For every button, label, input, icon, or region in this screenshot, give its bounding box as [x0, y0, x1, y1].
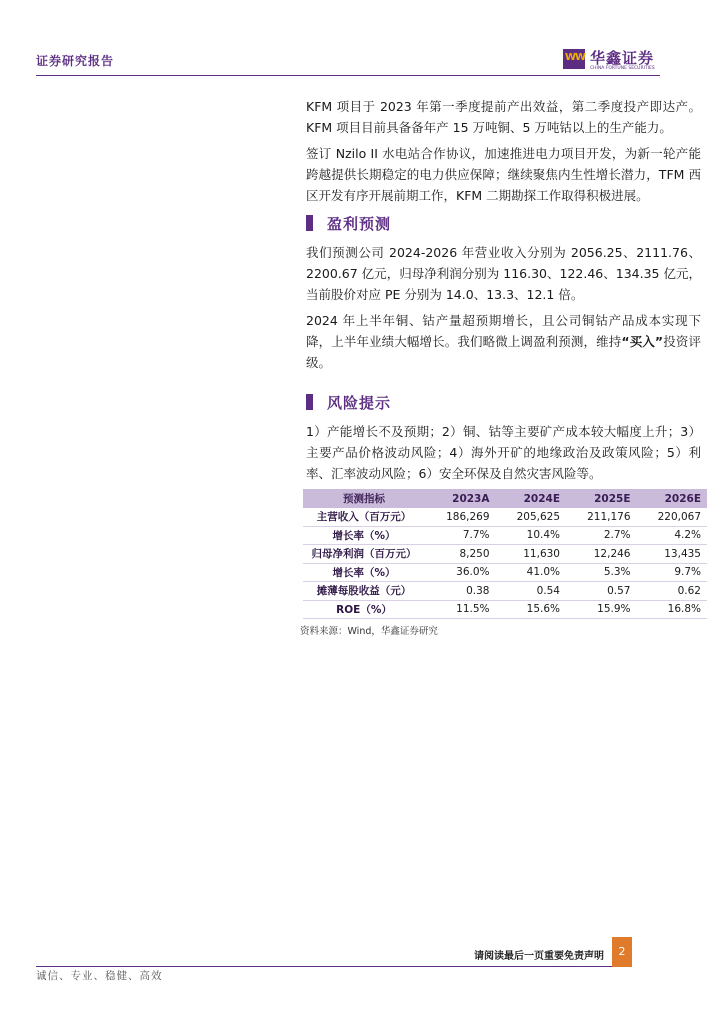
table-cell: 11.5%	[425, 600, 496, 619]
table-cell: 2.7%	[566, 526, 637, 545]
table-cell: 10.4%	[496, 526, 567, 545]
table-cell: 205,625	[496, 508, 567, 526]
row-label: 主营收入（百万元）	[303, 508, 425, 526]
table-header-cell: 2025E	[566, 489, 637, 508]
section-bar	[306, 394, 313, 410]
brand-logo	[563, 47, 663, 73]
table-row	[303, 508, 707, 526]
table-row	[303, 582, 707, 601]
row-label: 归母净利润（百万元）	[303, 545, 425, 564]
table-source: 资料来源：Wind，华鑫证券研究	[300, 626, 438, 637]
table-cell: 41.0%	[496, 563, 567, 582]
logo-mark-text: WW	[565, 52, 586, 63]
header-rule	[36, 75, 660, 76]
section-header-profit	[306, 212, 701, 234]
table-row	[303, 563, 707, 582]
logo-cn-text: 华鑫证券	[590, 49, 655, 67]
table-cell: 5.3%	[566, 563, 637, 582]
table-header-cell: 2026E	[637, 489, 708, 508]
row-label: 摊薄每股收益（元）	[303, 582, 425, 601]
table-cell: 220,067	[637, 508, 708, 526]
table-cell: 15.9%	[566, 600, 637, 619]
table-cell: 0.38	[425, 582, 496, 601]
rating-text-after: 投资评级。	[306, 334, 701, 370]
table-row	[303, 526, 707, 545]
disclaimer-area	[440, 942, 612, 966]
table-cell: 8,250	[425, 545, 496, 564]
table-header-row	[303, 489, 707, 508]
row-label: 增长率（%）	[303, 526, 425, 545]
rating-paragraph	[306, 310, 701, 373]
table-header-cell: 2023A	[425, 489, 496, 508]
row-label: 增长率（%）	[303, 563, 425, 582]
table-cell: 211,176	[566, 508, 637, 526]
table-cell: 12,246	[566, 545, 637, 564]
paragraph: 签订 Nzilo II 水电站合作协议，加速推进电力项目开发，为新一轮产能跨越提供长期稳定的电力供应保障；继续聚焦内生性增长潜力，TFM 西区开发有序开展前期工作，KFM 二期勘探工作取得积极进展。	[306, 146, 701, 203]
table-row	[303, 545, 707, 564]
report-type-label: 证券研究报告	[36, 54, 115, 68]
footer-rule	[36, 966, 612, 967]
risk-paragraph: 1）产能增长不及预期；2）铜、钴等主要矿产成本较大幅度上升；3）主要产品价格波动风险；4）海外开矿的地缘政治及政策风险；5）利率、汇率波动风险；6）安全环保及自然灾害风险等。	[306, 424, 701, 481]
section-title: 风险提示	[327, 393, 392, 412]
table-header-cell: 2024E	[496, 489, 567, 508]
table-cell: 11,630	[496, 545, 567, 564]
table-cell: 0.54	[496, 582, 567, 601]
page-number-badge: 2	[612, 937, 632, 967]
footer-slogan: 诚信、专业、稳健、高效	[36, 970, 163, 982]
table-cell: 9.7%	[637, 563, 708, 582]
table-cell: 4.2%	[637, 526, 708, 545]
disclaimer-text: 请阅读最后一页重要免责声明	[474, 951, 604, 962]
rating-value: “买入”	[621, 334, 664, 349]
logo-mark-icon	[563, 49, 585, 69]
paragraph: KFM 项目于 2023 年第一季度提前产出效益，第二季度投产即达产。KFM 项目目前具备备年产 15 万吨铜、5 万吨钴以上的生产能力。	[306, 99, 701, 135]
table-cell: 186,269	[425, 508, 496, 526]
table-cell: 0.62	[637, 582, 708, 601]
logo-en-text: CHINA FORTUNE SECURITIES	[590, 66, 655, 71]
table-cell: 15.6%	[496, 600, 567, 619]
rating-text-before: 2024 年上半年铜、钴产量超预期增长，且公司铜钴产品成本实现下降，上半年业绩大幅增长。我们略微上调盈利预测，维持	[306, 313, 701, 349]
section-header-risk	[306, 391, 701, 413]
table-cell: 7.7%	[425, 526, 496, 545]
table-header-cell: 预测指标	[303, 489, 425, 508]
table-cell: 13,435	[637, 545, 708, 564]
table-cell: 16.8%	[637, 600, 708, 619]
forecast-table	[303, 489, 707, 619]
section-bar	[306, 215, 313, 231]
table-row	[303, 600, 707, 619]
row-label: ROE（%）	[303, 600, 425, 619]
section-title: 盈利预测	[327, 214, 392, 233]
table-cell: 36.0%	[425, 563, 496, 582]
main-content	[300, 96, 701, 637]
profit-forecast-paragraph: 我们预测公司 2024-2026 年营业收入分别为 2056.25、2111.76、2200.67 亿元，归母净利润分别为 116.30、122.46、134.35 亿元，当前股价对应 PE 分别为 14.0、13.3、12.1 倍。	[306, 245, 701, 302]
table-cell: 0.57	[566, 582, 637, 601]
